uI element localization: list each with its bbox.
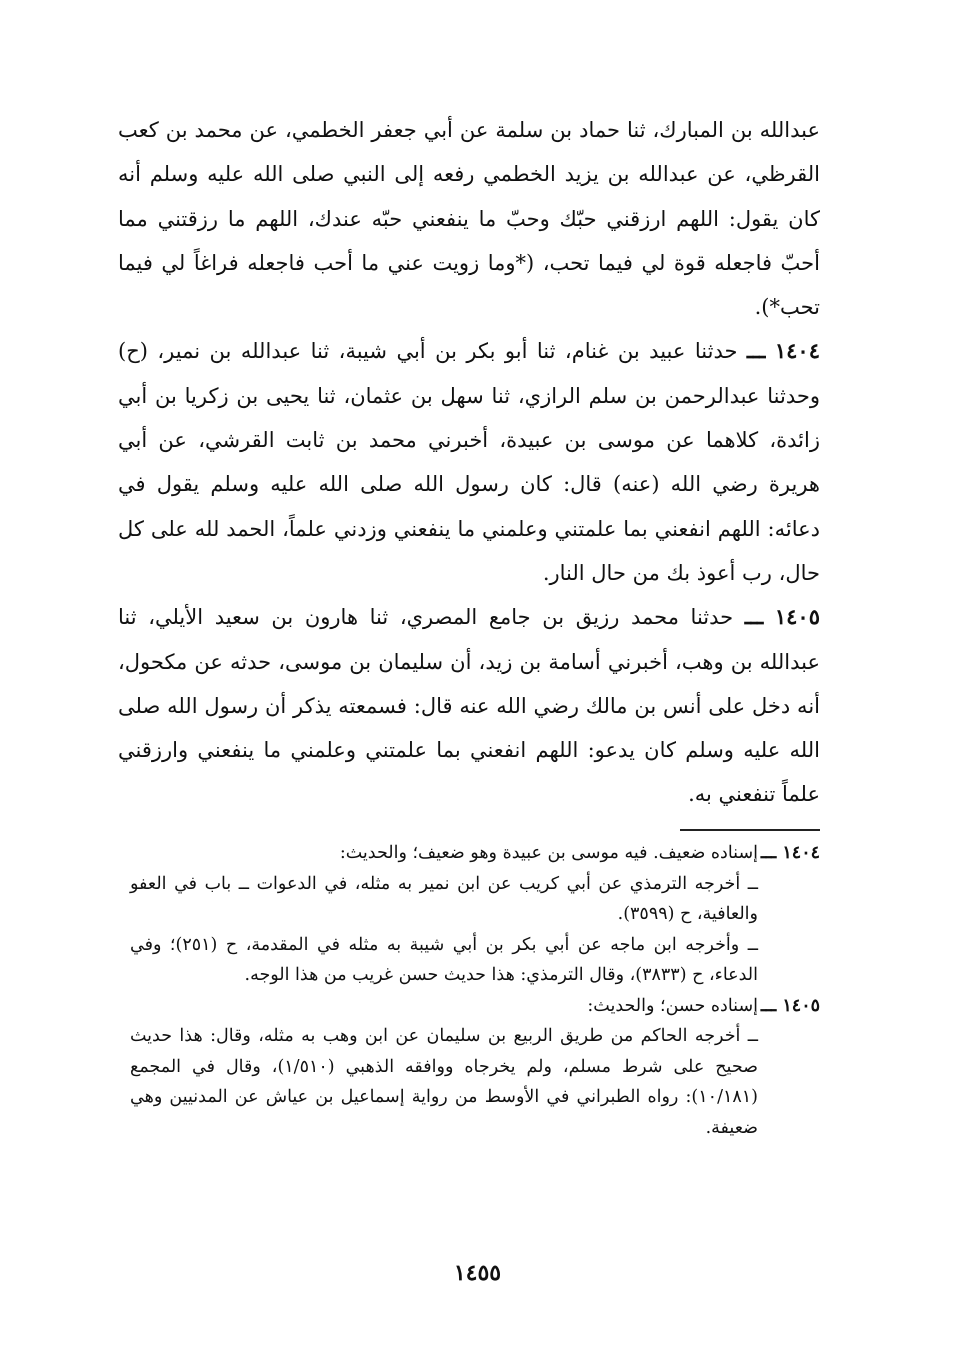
- footnote-line: ــ وأخرجه ابن ماجه عن أبي بكر بن أبي شيبة به مثله في المقدمة، ح (٢٥١)؛ وفي الدعاء، ح (٣٨٣٣)، وقال الترمذي: هذا حديث حسن غريب من هذا الوجه.: [130, 934, 758, 985]
- hadith-1405: [118, 595, 820, 816]
- footnote-line: إسناده حسن؛ والحديث:: [587, 995, 758, 1016]
- footnote-body: [130, 991, 758, 1144]
- hadith-1404: [118, 329, 820, 595]
- paragraph-text: عبدالله بن المبارك، ثنا حماد بن سلمة عن أبي جعفر الخطمي، عن محمد بن كعب القرظي، عن عبدالله بن يزيد الخطمي رفعه إلى النبي صلى الله عليه وسلم أنه كان يقول: اللهم ارزقني حبّك وحبّ ما ينفعني حبّه عندك، اللهم ما رزقتني مما أحبّ فاجعله قوة لي فيما تحب، (*وما زويت عني ما أحب فاجعله فراغاً لي فيما تحب*).: [118, 118, 820, 320]
- hadith-number: ١٤٠٥: [774, 604, 820, 630]
- footnotes: [130, 838, 820, 1143]
- hadith-number: ١٤٠٤: [774, 338, 820, 364]
- footnote-divider: [680, 829, 820, 831]
- main-text: [118, 108, 820, 817]
- footnote-1404: [130, 838, 820, 991]
- paragraph-continuation: [118, 108, 820, 329]
- hadith-separator: ـــ: [744, 604, 764, 630]
- footnote-number: ١٤٠٥ ـــ: [760, 995, 820, 1016]
- footnote-body: [130, 838, 758, 991]
- footnote-line: ــ أخرجه الترمذي عن أبي كريب عن ابن نمير به مثله، في الدعوات ــ باب في العفو والعافية، ح (٣٥٩٩).: [130, 873, 758, 924]
- footnote-line: ــ أخرجه الحاكم من طريق الربيع بن سليمان عن ابن وهب به مثله، وقال: هذا حديث صحيح على شرط مسلم، ولم يخرجاه ووافقه الذهبي (١/٥١٠)، وقال في المجمع (١٠/١٨١): رواه الطبراني في الأوسط من رواية إسماعيل بن عياش عن المدنيين وهي ضعيفة.: [130, 1026, 758, 1138]
- hadith-separator: ـــ: [746, 338, 766, 364]
- hadith-text: حدثنا عبيد بن غنام، ثنا أبو بكر بن أبي شيبة، ثنا عبدالله بن نمير، (ح) وحدثنا عبدالرحمن بن سلم الرازي، ثنا سهل بن عثمان، ثنا يحيى بن زكريا بن أبي زائدة، كلاهما عن موسى بن عبيدة، أخبرني محمد بن ثابت القرشي، عن أبي هريرة رضي الله (عنه) قال: كان رسول الله صلى الله عليه وسلم يقول في دعائه: اللهم انفعني بما علمتني وعلمني ما ينفعني وزدني علماً، الحمد لله على كل حال، رب أعوذ بك من حال النار.: [118, 339, 820, 585]
- hadith-text: حدثنا محمد رزيق بن جامع المصري، ثنا هارون بن سعيد الأيلي، ثنا عبدالله بن وهب، أخبرني أسامة بن زيد، أن سليمان بن موسى، حدثه عن مكحول، أنه دخل على أنس بن مالك رضي الله عنه قال: فسمعته يذكر أن رسول الله صلى الله عليه وسلم كان يدعو: اللهم انفعني بما علمتني وعلمني ما ينفعني وارزقني علماً تنفعني به.: [118, 605, 820, 807]
- footnote-line: إسناده ضعيف. فيه موسى بن عبيدة وهو ضعيف؛ والحديث:: [339, 843, 758, 863]
- page-number: ١٤٥٥: [453, 1260, 502, 1286]
- footnote-number: ١٤٠٤ ـــ: [760, 843, 820, 863]
- footnote-1405: [130, 991, 820, 1144]
